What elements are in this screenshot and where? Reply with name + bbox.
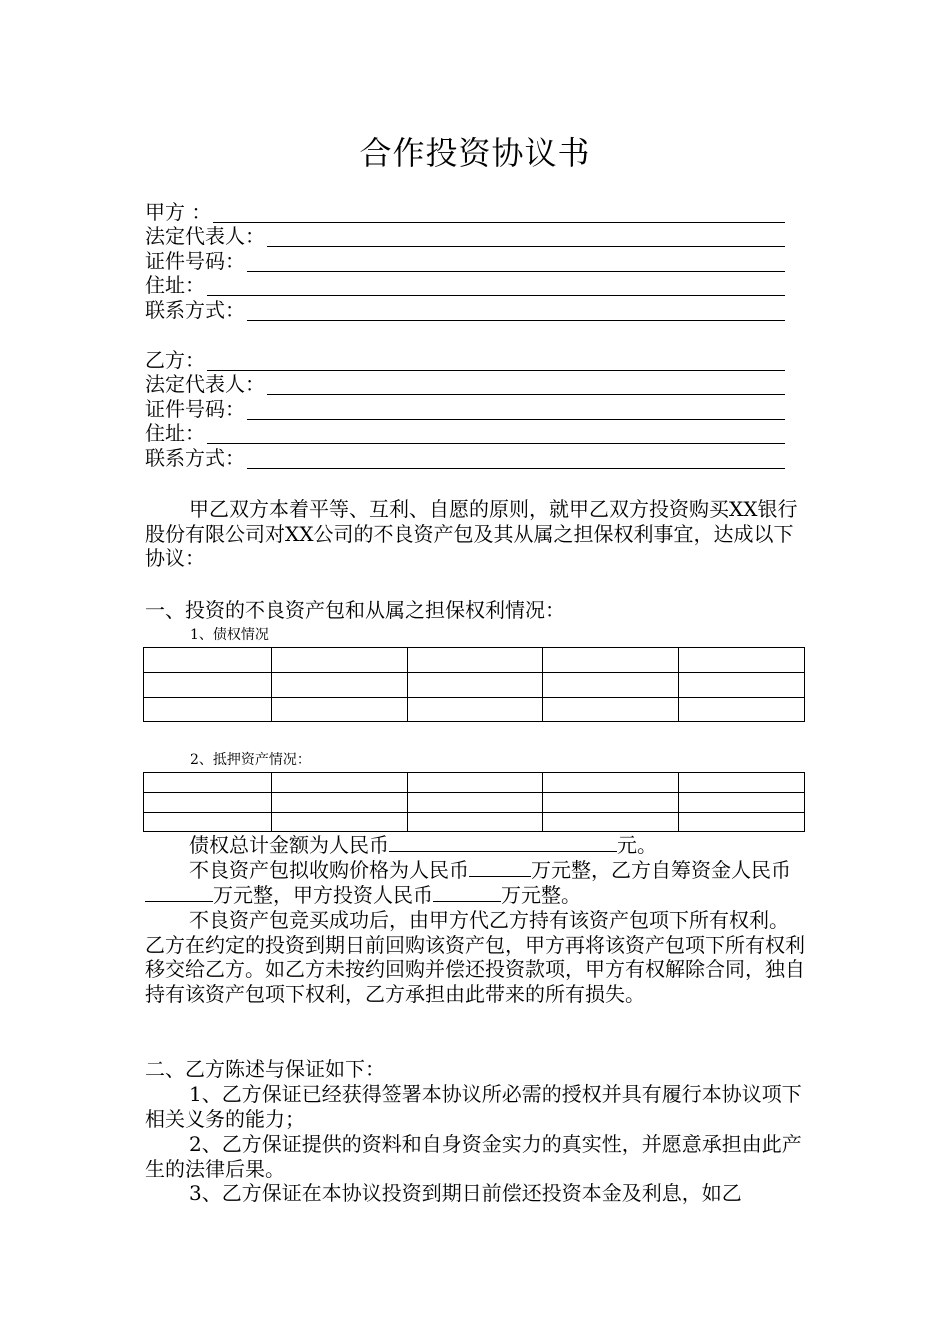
table-cell[interactable] bbox=[543, 773, 679, 793]
debt-amount-line bbox=[145, 833, 807, 858]
blank-line[interactable] bbox=[267, 376, 785, 395]
table-cell[interactable] bbox=[407, 773, 543, 793]
collateral-table bbox=[143, 772, 805, 832]
amount-blank[interactable] bbox=[389, 833, 617, 852]
table-cell[interactable] bbox=[407, 673, 543, 698]
party-b-id-row bbox=[145, 395, 785, 420]
table-row bbox=[144, 648, 805, 673]
table-row bbox=[144, 813, 805, 832]
table-cell[interactable] bbox=[679, 698, 805, 722]
table-cell[interactable] bbox=[679, 673, 805, 698]
section1-sub1: 1、债权情况 bbox=[190, 627, 269, 643]
price-text-a: 不良资产包拟收购价格为人民币 bbox=[189, 858, 469, 882]
price-text-c: 万元整，甲方投资人民币 bbox=[213, 882, 433, 907]
section1-heading: 一、投资的不良资产包和从属之担保权利情况： bbox=[145, 598, 565, 622]
table-cell[interactable] bbox=[679, 793, 805, 813]
blank-line[interactable] bbox=[267, 228, 785, 247]
blank-line[interactable] bbox=[207, 425, 785, 444]
field-label: 法定代表人： bbox=[145, 224, 265, 249]
party-a-invest-blank[interactable] bbox=[433, 883, 501, 902]
amount-unit: 元。 bbox=[617, 833, 657, 857]
party-b-contact-row bbox=[145, 444, 785, 469]
table-cell[interactable] bbox=[271, 673, 407, 698]
blank-line[interactable] bbox=[247, 401, 785, 420]
table-cell[interactable] bbox=[407, 648, 543, 673]
table-cell[interactable] bbox=[679, 773, 805, 793]
blank-line[interactable] bbox=[247, 253, 785, 272]
table-cell[interactable] bbox=[271, 793, 407, 813]
party-a-id-row bbox=[145, 247, 785, 272]
blank-line[interactable] bbox=[247, 450, 785, 469]
party-a-contact-row bbox=[145, 296, 785, 321]
table-cell[interactable] bbox=[407, 813, 543, 832]
blank-line[interactable] bbox=[247, 302, 785, 321]
section2-item3: 3、乙方保证在本协议投资到期日前偿还投资本金及利息，如乙 bbox=[189, 1181, 742, 1205]
section2-item2: 2、乙方保证提供的资料和自身资金实力的真实性，并愿意承担由此产生的法律后果。 bbox=[145, 1132, 802, 1181]
party-b-address-row bbox=[145, 420, 785, 445]
price-text-d: 万元整。 bbox=[501, 882, 581, 907]
blank-line[interactable] bbox=[207, 277, 785, 296]
blank-line[interactable] bbox=[207, 352, 785, 371]
table-cell[interactable] bbox=[271, 813, 407, 832]
party-b-block bbox=[145, 346, 785, 469]
table-cell[interactable] bbox=[271, 698, 407, 722]
table-cell[interactable] bbox=[543, 813, 679, 832]
section1-sub2: 2、抵押资产情况： bbox=[190, 752, 311, 768]
table-cell[interactable] bbox=[144, 773, 272, 793]
field-label: 证件号码： bbox=[145, 396, 245, 421]
section2-item1: 1、乙方保证已经获得签署本协议所必需的授权并具有履行本协议项下相关义务的能力； bbox=[145, 1082, 802, 1131]
table-cell[interactable] bbox=[271, 773, 407, 793]
party-a-block bbox=[145, 198, 785, 321]
table-cell[interactable] bbox=[144, 648, 272, 673]
table-row bbox=[144, 673, 805, 698]
party-b-rep-row bbox=[145, 371, 785, 396]
table-row bbox=[144, 793, 805, 813]
table-cell[interactable] bbox=[543, 793, 679, 813]
amount-label: 债权总计金额为人民币 bbox=[189, 833, 389, 857]
self-fund-blank[interactable] bbox=[145, 883, 213, 902]
section2-heading: 二、乙方陈述与保证如下： bbox=[145, 1057, 385, 1081]
field-label: 住址： bbox=[145, 421, 205, 446]
field-label: 住址： bbox=[145, 273, 205, 298]
party-a-address-row bbox=[145, 272, 785, 297]
price-paragraph bbox=[145, 858, 807, 907]
blank-line[interactable] bbox=[213, 204, 785, 223]
field-label: 法定代表人： bbox=[145, 372, 265, 397]
field-label: 甲方 ： bbox=[145, 199, 212, 224]
success-paragraph: 不良资产包竞买成功后，由甲方代乙方持有该资产包项下所有权利。乙方在约定的投资到期日前回购该资产包，甲方再将该资产包项下所有权利移交给乙方。如乙方未按约回购并偿还投资款项，甲方有权解除合同，独自持有该资产包项下权利，乙方承担由此带来的所有损失。 bbox=[145, 908, 805, 1006]
table-row bbox=[144, 773, 805, 793]
field-label: 证件号码： bbox=[145, 248, 245, 273]
table-cell[interactable] bbox=[144, 698, 272, 722]
table-cell[interactable] bbox=[679, 648, 805, 673]
field-label: 联系方式： bbox=[145, 445, 245, 470]
table-cell[interactable] bbox=[144, 673, 272, 698]
table-cell[interactable] bbox=[543, 698, 679, 722]
table-cell[interactable] bbox=[543, 648, 679, 673]
table-cell[interactable] bbox=[679, 813, 805, 832]
field-label: 乙方： bbox=[145, 347, 205, 372]
debt-table bbox=[143, 647, 805, 722]
table-cell[interactable] bbox=[407, 698, 543, 722]
intro-paragraph: 甲乙双方本着平等、互利、自愿的原则，就甲乙双方投资购买XX银行股份有限公司对XX公司的不良资产包及其从属之担保权利事宜，达成以下协议： bbox=[145, 497, 798, 571]
table-row bbox=[144, 698, 805, 722]
document-title: 合作投资协议书 bbox=[359, 134, 591, 172]
party-a-rep-row bbox=[145, 223, 785, 248]
table-cell[interactable] bbox=[144, 813, 272, 832]
table-cell[interactable] bbox=[407, 793, 543, 813]
table-cell[interactable] bbox=[543, 673, 679, 698]
price-blank[interactable] bbox=[469, 858, 531, 877]
table-cell[interactable] bbox=[144, 793, 272, 813]
party-a-name-row bbox=[145, 198, 785, 223]
price-text-b: 万元整，乙方自筹资金人民币 bbox=[531, 858, 791, 882]
table-cell[interactable] bbox=[271, 648, 407, 673]
field-label: 联系方式： bbox=[145, 297, 245, 322]
party-b-name-row bbox=[145, 346, 785, 371]
